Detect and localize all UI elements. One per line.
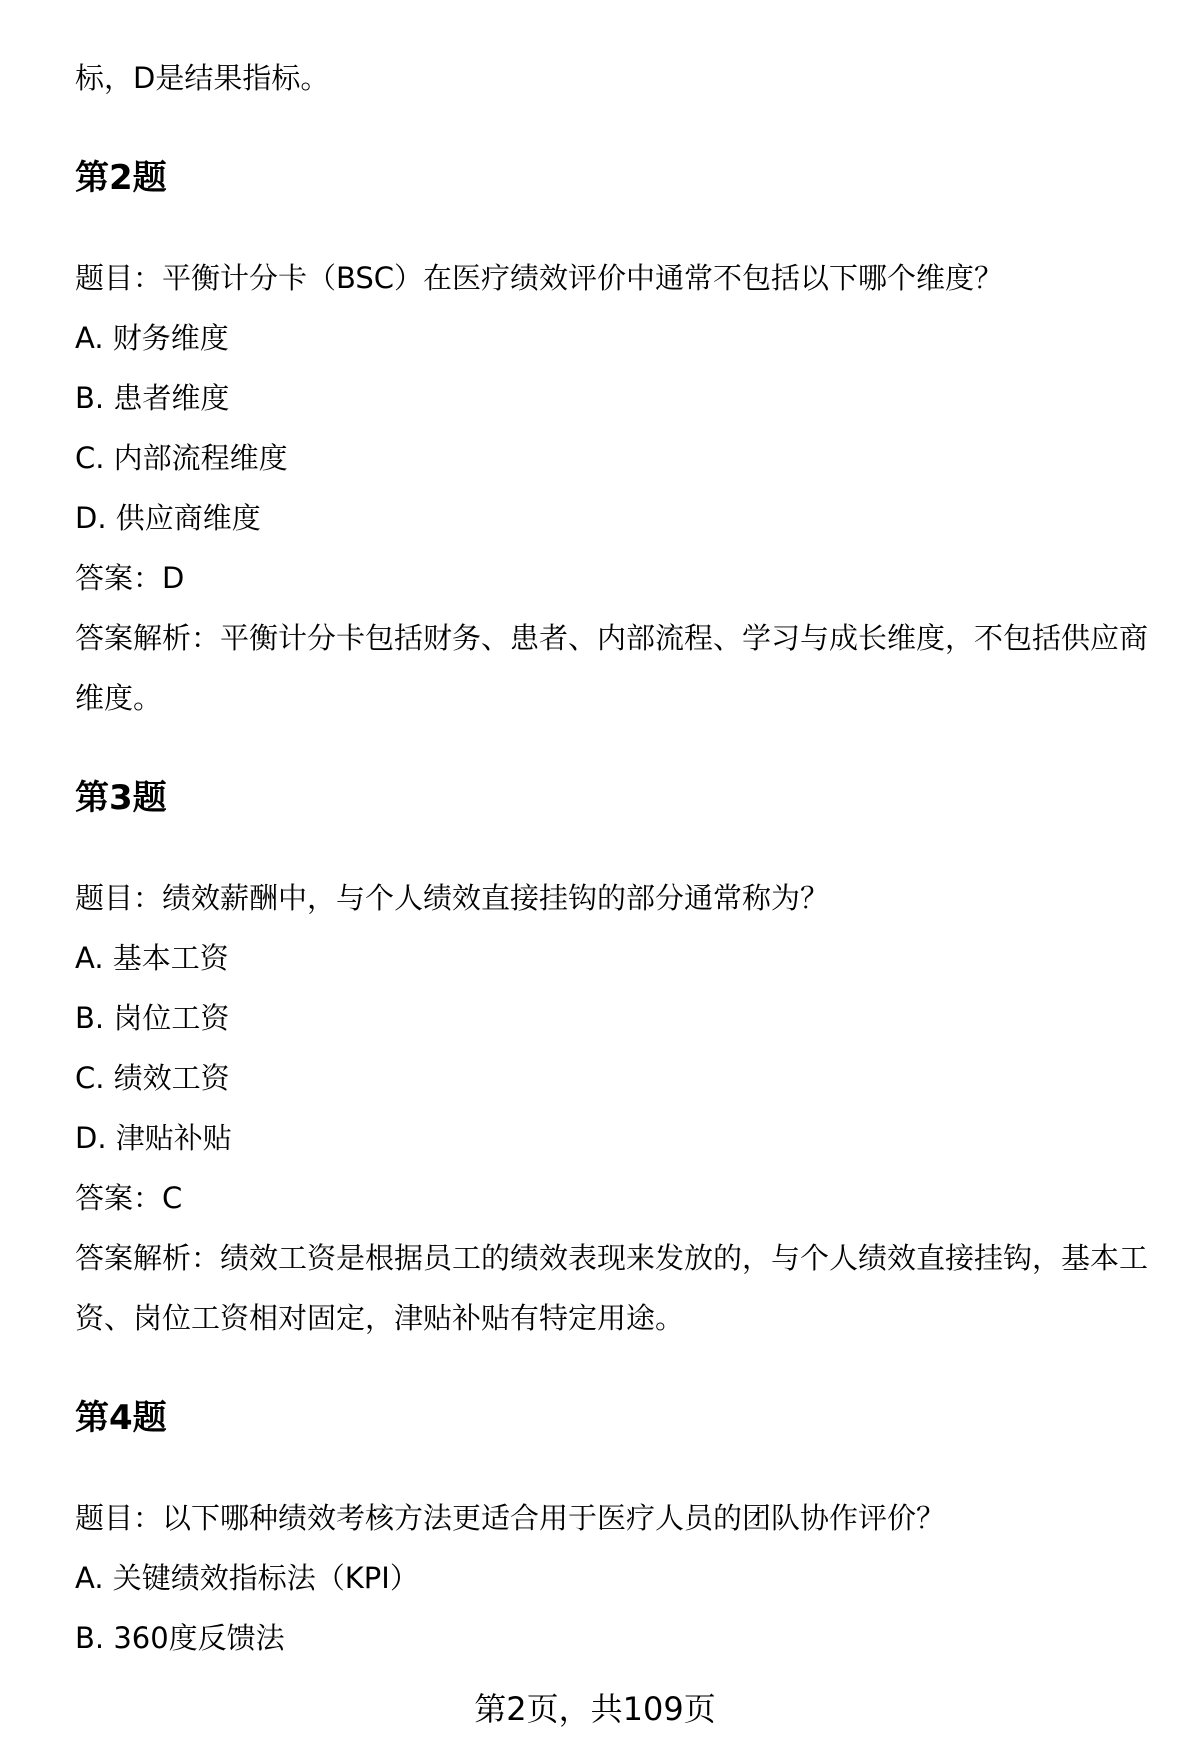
- question-heading: 第2题: [75, 158, 167, 198]
- page-number-footer: 第2页，共109页: [474, 1690, 716, 1728]
- answer-explanation: 答案解析：绩效工资是根据员工的绩效表现来发放的，与个人绩效直接挂钩，基本工资、岗位工资相对固定，津贴补贴有特定用途。: [75, 1241, 1149, 1335]
- question-heading: 第3题: [75, 778, 167, 818]
- option-a: A. 基本工资: [75, 941, 229, 975]
- option-b: B. 360度反馈法: [75, 1621, 285, 1655]
- question-heading: 第4题: [75, 1398, 167, 1438]
- option-c: C. 内部流程维度: [75, 441, 288, 475]
- answer: 答案：D: [75, 561, 185, 595]
- question-stem: 题目：平衡计分卡（BSC）在医疗绩效评价中通常不包括以下哪个维度？: [75, 261, 1004, 295]
- question-stem: 题目：以下哪种绩效考核方法更适合用于医疗人员的团队协作评价？: [75, 1501, 946, 1535]
- answer-explanation: 答案解析：平衡计分卡包括财务、患者、内部流程、学习与成长维度，不包括供应商维度。: [75, 621, 1149, 715]
- option-d: D. 供应商维度: [75, 501, 261, 535]
- option-d: D. 津贴补贴: [75, 1121, 232, 1155]
- page-content: [75, 48, 1165, 1668]
- option-a: A. 财务维度: [75, 321, 229, 355]
- option-b: B. 患者维度: [75, 381, 230, 415]
- carry-over-text: 标，D是结果指标。: [75, 61, 330, 95]
- answer: 答案：C: [75, 1181, 183, 1215]
- question-stem: 题目：绩效薪酬中，与个人绩效直接挂钩的部分通常称为？: [75, 881, 830, 915]
- option-b: B. 岗位工资: [75, 1001, 230, 1035]
- option-a: A. 关键绩效指标法（KPI）: [75, 1561, 419, 1595]
- option-c: C. 绩效工资: [75, 1061, 230, 1095]
